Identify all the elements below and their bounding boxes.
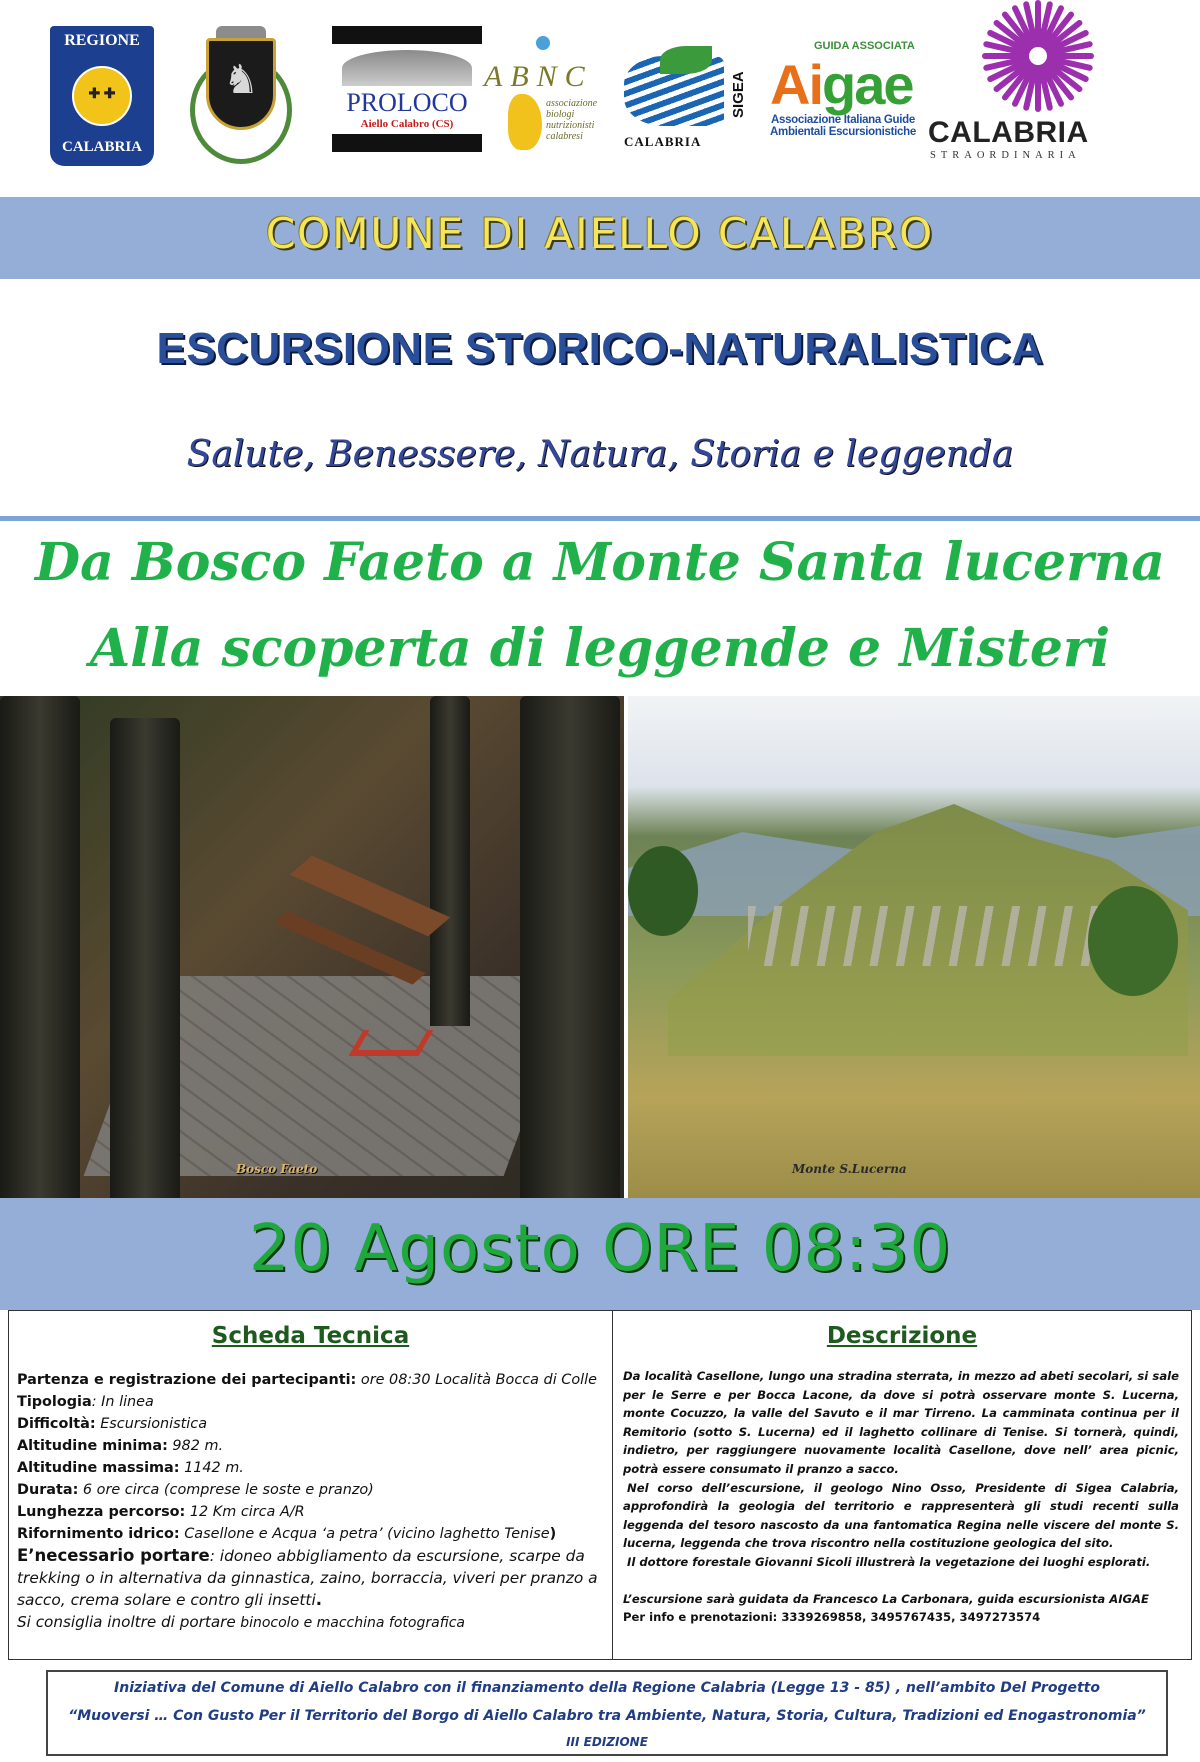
tree-trunk <box>430 696 470 1026</box>
event-slogan: Salute, Benessere, Natura, Storia e leggenda <box>186 434 1014 475</box>
aigae-brand-b: gae <box>822 53 913 116</box>
advice-label: Si consiglia inoltre di portare <box>17 1613 236 1631</box>
spec-label: Difficoltà: <box>17 1416 96 1432</box>
spec-row <box>17 1435 605 1457</box>
advice-value: binocolo e macchina fotografica <box>235 1615 466 1631</box>
spec-row <box>17 1501 605 1523</box>
regione-logo-line2: CALABRIA <box>61 139 142 155</box>
spec-row <box>17 1523 605 1545</box>
bring-items <box>17 1545 605 1611</box>
spec-value: 6 ore circa (comprese le soste e pranzo) <box>78 1482 374 1498</box>
guide-line: L’escursione sarà guidata da Francesco La Carbonara, guida escursionista AIGAE <box>623 1591 1149 1606</box>
bosco-faeto-photo <box>0 696 624 1198</box>
spec-row <box>17 1479 605 1501</box>
aigae-brand-a: Ai <box>770 53 822 116</box>
village-hill-icon <box>342 50 472 86</box>
scheda-tecnica-column <box>9 1311 613 1659</box>
advice-line <box>17 1611 605 1634</box>
description-paragraph: Da località Casellone, lungo una stradina sterrata, in mezzo ad abeti secolari, si sale per le Serre e per Bocca Lacone, da dove si potrà osservare monte S. Lucerna, monte Cocuzzo, la valle del Savuto e il mar Tirreno. La camminata continua per il Remitorio (sotto S. Lucerna) ed il laghetto collinare di Tenise. Si tornerà, quindi, indietro, per raggiungere nuovamente località Casellone, dove nell’ area picnic, potrà essere consumato il pranzo a sacco. <box>623 1369 1179 1476</box>
calabria-map-icon <box>508 94 542 150</box>
spec-label: Lunghezza percorso: <box>17 1504 186 1520</box>
proloco-subtitle: Aiello Calabro (CS) <box>360 118 454 130</box>
description-text <box>623 1367 1179 1627</box>
calabria-word: CALABRIA <box>928 116 1089 149</box>
spec-label: Tipologia <box>17 1394 92 1410</box>
shrub <box>628 846 698 936</box>
footer-project: “Muoversi … Con Gusto Per il Territorio del Borgo di Aiello Calabro tra Ambiente, Natura, Storia, Cultura, Tradizioni ed Enogastronomia” <box>68 1708 1146 1724</box>
abnc-logo <box>484 36 614 154</box>
aigae-line2: Ambientali Escursionistiche <box>770 126 916 138</box>
calabria-straordinaria-logo <box>928 8 1096 168</box>
abnc-letters: ABNC <box>484 60 593 93</box>
aigae-full-name <box>770 114 916 138</box>
spec-value: 982 m. <box>167 1438 224 1454</box>
proloco-logo <box>332 26 482 152</box>
shrub <box>1088 886 1178 996</box>
proloco-title: PROLOCO <box>346 88 468 117</box>
bring-label: E’necessario portare <box>17 1546 210 1565</box>
descrizione-title: Descrizione <box>826 1323 978 1349</box>
aigae-line1: Associazione Italiana Guide <box>770 114 915 126</box>
spec-list <box>17 1369 605 1634</box>
regione-emblem-icon <box>72 66 132 126</box>
spec-value: Casellone e Acqua ‘a petra’ (vicino laghetto Tenise <box>179 1526 550 1542</box>
scheda-tecnica-title: Scheda Tecnica <box>211 1323 410 1349</box>
sun-core-icon <box>1029 47 1047 65</box>
abnc-text: associazione biologi nutrizionisti calabresi <box>546 98 598 142</box>
tree-trunk <box>110 718 180 1198</box>
sigea-logo <box>622 40 750 150</box>
footer-edition: III EDIZIONE <box>566 1735 648 1749</box>
aigae-brand <box>770 52 913 117</box>
spec-label: Durata: <box>17 1482 79 1498</box>
comune-crest-logo <box>186 26 296 166</box>
photo-caption-left: Bosco Faeto <box>236 1162 318 1176</box>
bring-tail: . <box>315 1590 323 1609</box>
descrizione-column <box>613 1311 1191 1659</box>
comune-title: COMUNE DI AIELLO CALABRO <box>265 209 935 258</box>
description-paragraph: Nel corso dell’escursione, il geologo Nino Osso, Presidente di Sigea Calabria, approfondirà la geologia del territorio e rappresenterà gli studi recenti sulla leggenda del tesoro nascosto da una fantomatica Regina nelle viscere del monte S. lucerna, leggenda che trova riscontro nella costituzione geologica del sito. <box>623 1480 1179 1551</box>
event-date: 20 Agosto ORE 08:30 <box>248 1212 952 1286</box>
sigea-calabria-word: CALABRIA <box>624 134 702 149</box>
spec-label: Altitudine massima: <box>17 1460 180 1476</box>
aigae-logo <box>770 40 916 152</box>
monte-lucerna-photo <box>628 696 1200 1198</box>
spec-row <box>17 1457 605 1479</box>
spec-row <box>17 1391 605 1413</box>
spec-tail: ) <box>549 1526 557 1542</box>
sigea-vertical-word: SIGEA <box>730 71 747 119</box>
descrizione-heading <box>613 1323 1191 1349</box>
footer-box <box>46 1670 1168 1756</box>
spec-value: ore 08:30 Località Bocca di Colle <box>356 1372 597 1388</box>
aigae-top: GUIDA ASSOCIATA <box>814 40 915 52</box>
person-icon <box>536 36 550 50</box>
rock-outcrops <box>748 906 1108 966</box>
route-title: Da Bosco Faeto a Monte Santa lucerna <box>34 532 1166 593</box>
spec-label: Partenza e registrazione dei partecipanti: <box>17 1372 357 1388</box>
leaf-icon <box>660 46 712 74</box>
comune-band <box>0 197 1200 279</box>
tree-trunk <box>520 696 620 1198</box>
scheda-tecnica-heading <box>9 1323 612 1349</box>
photo-caption-right: Monte S.Lucerna <box>792 1162 907 1176</box>
description-paragraph: Il dottore forestale Giovanni Sicoli illustrerà la vegetazione dei luoghi esplorati. <box>627 1554 1151 1569</box>
route-subtitle: Alla scoperta di leggende e Misteri <box>89 618 1111 679</box>
info-table <box>8 1310 1192 1660</box>
divider <box>0 516 1200 521</box>
spec-label: Altitudine minima: <box>17 1438 168 1454</box>
regione-calabria-logo <box>50 26 154 166</box>
tree-trunk <box>0 696 80 1198</box>
event-title: ESCURSIONE STORICO-NATURALISTICA <box>156 324 1044 373</box>
spec-value: : In linea <box>91 1394 154 1410</box>
spec-value: 12 Km circa A/R <box>185 1504 305 1520</box>
date-band <box>0 1198 1200 1310</box>
horse-shield-icon <box>206 38 276 130</box>
spec-value: Escursionistica <box>95 1416 208 1432</box>
spacer <box>623 1572 1179 1590</box>
spec-label: Rifornimento idrico: <box>17 1526 180 1542</box>
spec-row <box>17 1413 605 1435</box>
sponsor-logos <box>0 0 1200 190</box>
calabria-tagline: STRAORDINARIA <box>930 150 1081 161</box>
spec-value: 1142 m. <box>179 1460 244 1476</box>
bring-value: : idoneo abbigliamento da escursione, scarpe da trekking o in alternativa da ginnastica, zaino, borraccia, viveri per pranzo a sacco, crema solare e contro gli insetti <box>17 1547 598 1609</box>
regione-logo-line1: REGIONE <box>64 32 140 49</box>
spec-row <box>17 1369 605 1391</box>
footer-initiative: Iniziativa del Comune di Aiello Calabro con il finanziamento della Regione Calabria (Legge 13 - 85) , nell’ambito Del Progetto <box>114 1680 1100 1696</box>
contacts-line: Per info e prenotazioni: 3339269858, 3495767435, 3497273574 <box>623 1610 1041 1625</box>
